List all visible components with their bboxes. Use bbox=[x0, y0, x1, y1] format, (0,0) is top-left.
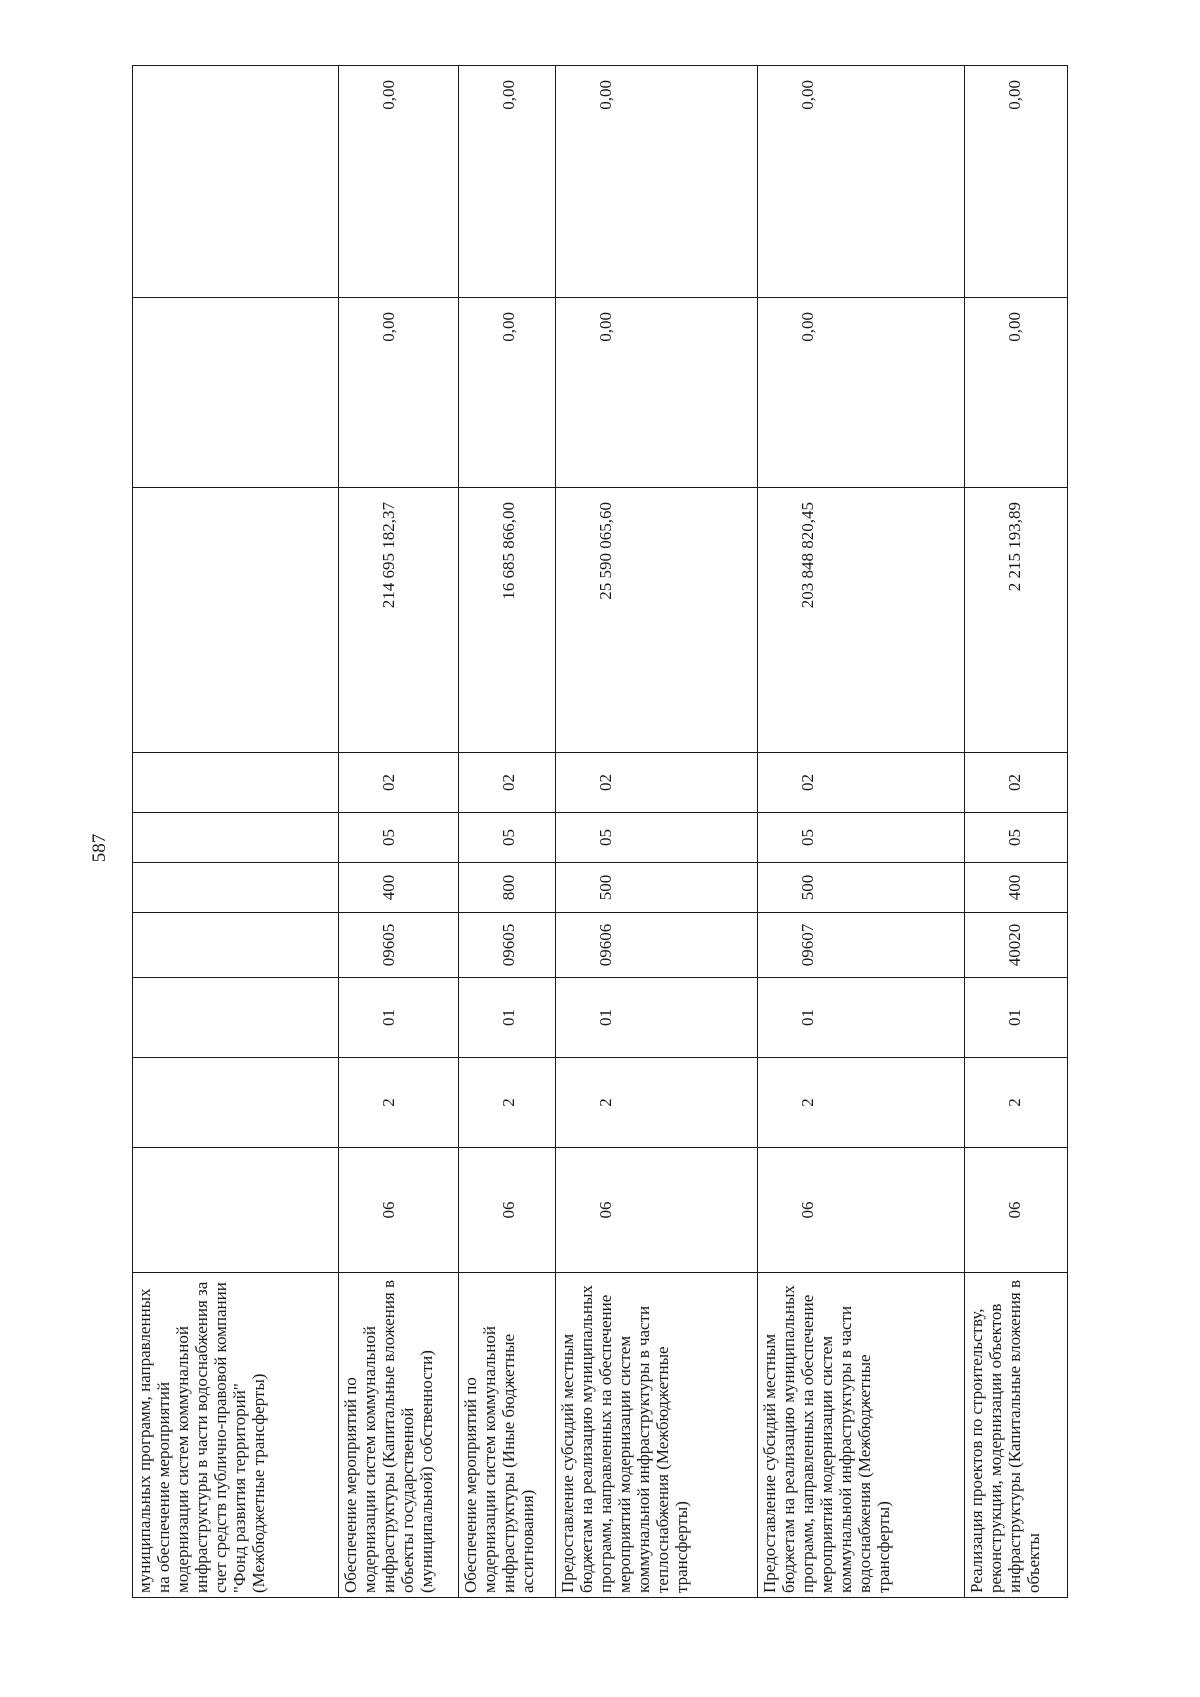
cell-main-event bbox=[133, 978, 339, 1058]
cell-section: 05 bbox=[965, 813, 1068, 863]
cell-expense-type: 500 bbox=[758, 863, 965, 913]
cell-main-event: 01 bbox=[556, 978, 758, 1058]
cell-section: 05 bbox=[758, 813, 965, 863]
cell-direction: 09606 bbox=[556, 913, 758, 978]
cell-amount-2: 0,00 bbox=[965, 298, 1068, 488]
cell-amount-3: 0,00 bbox=[459, 66, 556, 298]
cell-amount-1 bbox=[133, 488, 339, 753]
cell-section: 05 bbox=[556, 813, 758, 863]
table-row bbox=[339, 66, 459, 1598]
cell-expense-type: 400 bbox=[965, 863, 1068, 913]
table-row bbox=[556, 66, 758, 1598]
cell-amount-3 bbox=[133, 66, 339, 298]
cell-program: 06 bbox=[459, 1148, 556, 1273]
cell-amount-2: 0,00 bbox=[758, 298, 965, 488]
budget-table bbox=[132, 65, 1068, 1598]
cell-amount-2 bbox=[133, 298, 339, 488]
cell-amount-3: 0,00 bbox=[556, 66, 758, 298]
table-row bbox=[758, 66, 965, 1598]
cell-main-event: 01 bbox=[965, 978, 1068, 1058]
cell-subprogram: 2 bbox=[459, 1058, 556, 1148]
cell-expense-type bbox=[133, 863, 339, 913]
cell-amount-1: 203 848 820,45 bbox=[758, 488, 965, 753]
cell-direction: 09605 bbox=[459, 913, 556, 978]
cell-expense-type: 500 bbox=[556, 863, 758, 913]
cell-subprogram: 2 bbox=[758, 1058, 965, 1148]
cell-amount-3: 0,00 bbox=[965, 66, 1068, 298]
row-description: муниципальных программ, направленных на обеспечение мероприятий модернизации систем коммунальной инфраструктуры в части водоснабжения за счет средств публично-правовой компании "Фонд развития территорий" (Межбюджетные трансферты) bbox=[133, 1273, 339, 1598]
cell-expense-type: 800 bbox=[459, 863, 556, 913]
cell-subsection bbox=[133, 753, 339, 813]
cell-direction bbox=[133, 913, 339, 978]
table-row bbox=[459, 66, 556, 1598]
page-number: 587 bbox=[89, 833, 110, 863]
cell-amount-2: 0,00 bbox=[339, 298, 459, 488]
cell-main-event: 01 bbox=[459, 978, 556, 1058]
cell-direction: 09605 bbox=[339, 913, 459, 978]
cell-amount-1: 214 695 182,37 bbox=[339, 488, 459, 753]
cell-direction: 40020 bbox=[965, 913, 1068, 978]
cell-subprogram bbox=[133, 1058, 339, 1148]
budget-table-body bbox=[133, 66, 1068, 1598]
table-row bbox=[133, 66, 339, 1598]
row-description: Обеспечение мероприятий по модернизации систем коммунальной инфраструктуры (Капитальные вложения в объекты государственной (муниципальной) собственности) bbox=[339, 1273, 459, 1598]
cell-program: 06 bbox=[758, 1148, 965, 1273]
cell-section: 05 bbox=[459, 813, 556, 863]
cell-amount-1: 25 590 065,60 bbox=[556, 488, 758, 753]
cell-subsection: 02 bbox=[339, 753, 459, 813]
cell-expense-type: 400 bbox=[339, 863, 459, 913]
cell-amount-1: 2 215 193,89 bbox=[965, 488, 1068, 753]
cell-subsection: 02 bbox=[459, 753, 556, 813]
cell-program: 06 bbox=[339, 1148, 459, 1273]
cell-subprogram: 2 bbox=[556, 1058, 758, 1148]
row-description: Предоставление субсидий местным бюджетам на реализацию муниципальных программ, направленных на обеспечение мероприятий модернизации систем коммунальной инфраструктуры в части водоснабжения (Межбюджетные трансферты) bbox=[758, 1273, 965, 1598]
row-description: Обеспечение мероприятий по модернизации систем коммунальной инфраструктуры (Иные бюджетные ассигнования) bbox=[459, 1273, 556, 1598]
table-row bbox=[965, 66, 1068, 1598]
cell-amount-3: 0,00 bbox=[339, 66, 459, 298]
cell-subsection: 02 bbox=[758, 753, 965, 813]
cell-amount-2: 0,00 bbox=[459, 298, 556, 488]
cell-section: 05 bbox=[339, 813, 459, 863]
cell-program: 06 bbox=[965, 1148, 1068, 1273]
cell-subsection: 02 bbox=[965, 753, 1068, 813]
cell-amount-1: 16 685 866,00 bbox=[459, 488, 556, 753]
cell-direction: 09607 bbox=[758, 913, 965, 978]
cell-main-event: 01 bbox=[339, 978, 459, 1058]
cell-amount-3: 0,00 bbox=[758, 66, 965, 298]
cell-subsection: 02 bbox=[556, 753, 758, 813]
cell-subprogram: 2 bbox=[965, 1058, 1068, 1148]
cell-main-event: 01 bbox=[758, 978, 965, 1058]
cell-program: 06 bbox=[556, 1148, 758, 1273]
row-description: Реализация проектов по строительству, реконструкции, модернизации объектов инфраструктуры (Капитальные вложения в объекты bbox=[965, 1273, 1068, 1598]
cell-amount-2: 0,00 bbox=[556, 298, 758, 488]
cell-subprogram: 2 bbox=[339, 1058, 459, 1148]
budget-table-rotated bbox=[132, 66, 1067, 1598]
row-description: Предоставление субсидий местным бюджетам на реализацию муниципальных программ, направленных на обеспечение мероприятий модернизации систем коммунальной инфраструктуры в части теплоснабжения (Межбюджетные трансферты) bbox=[556, 1273, 758, 1598]
cell-program bbox=[133, 1148, 339, 1273]
cell-section bbox=[133, 813, 339, 863]
